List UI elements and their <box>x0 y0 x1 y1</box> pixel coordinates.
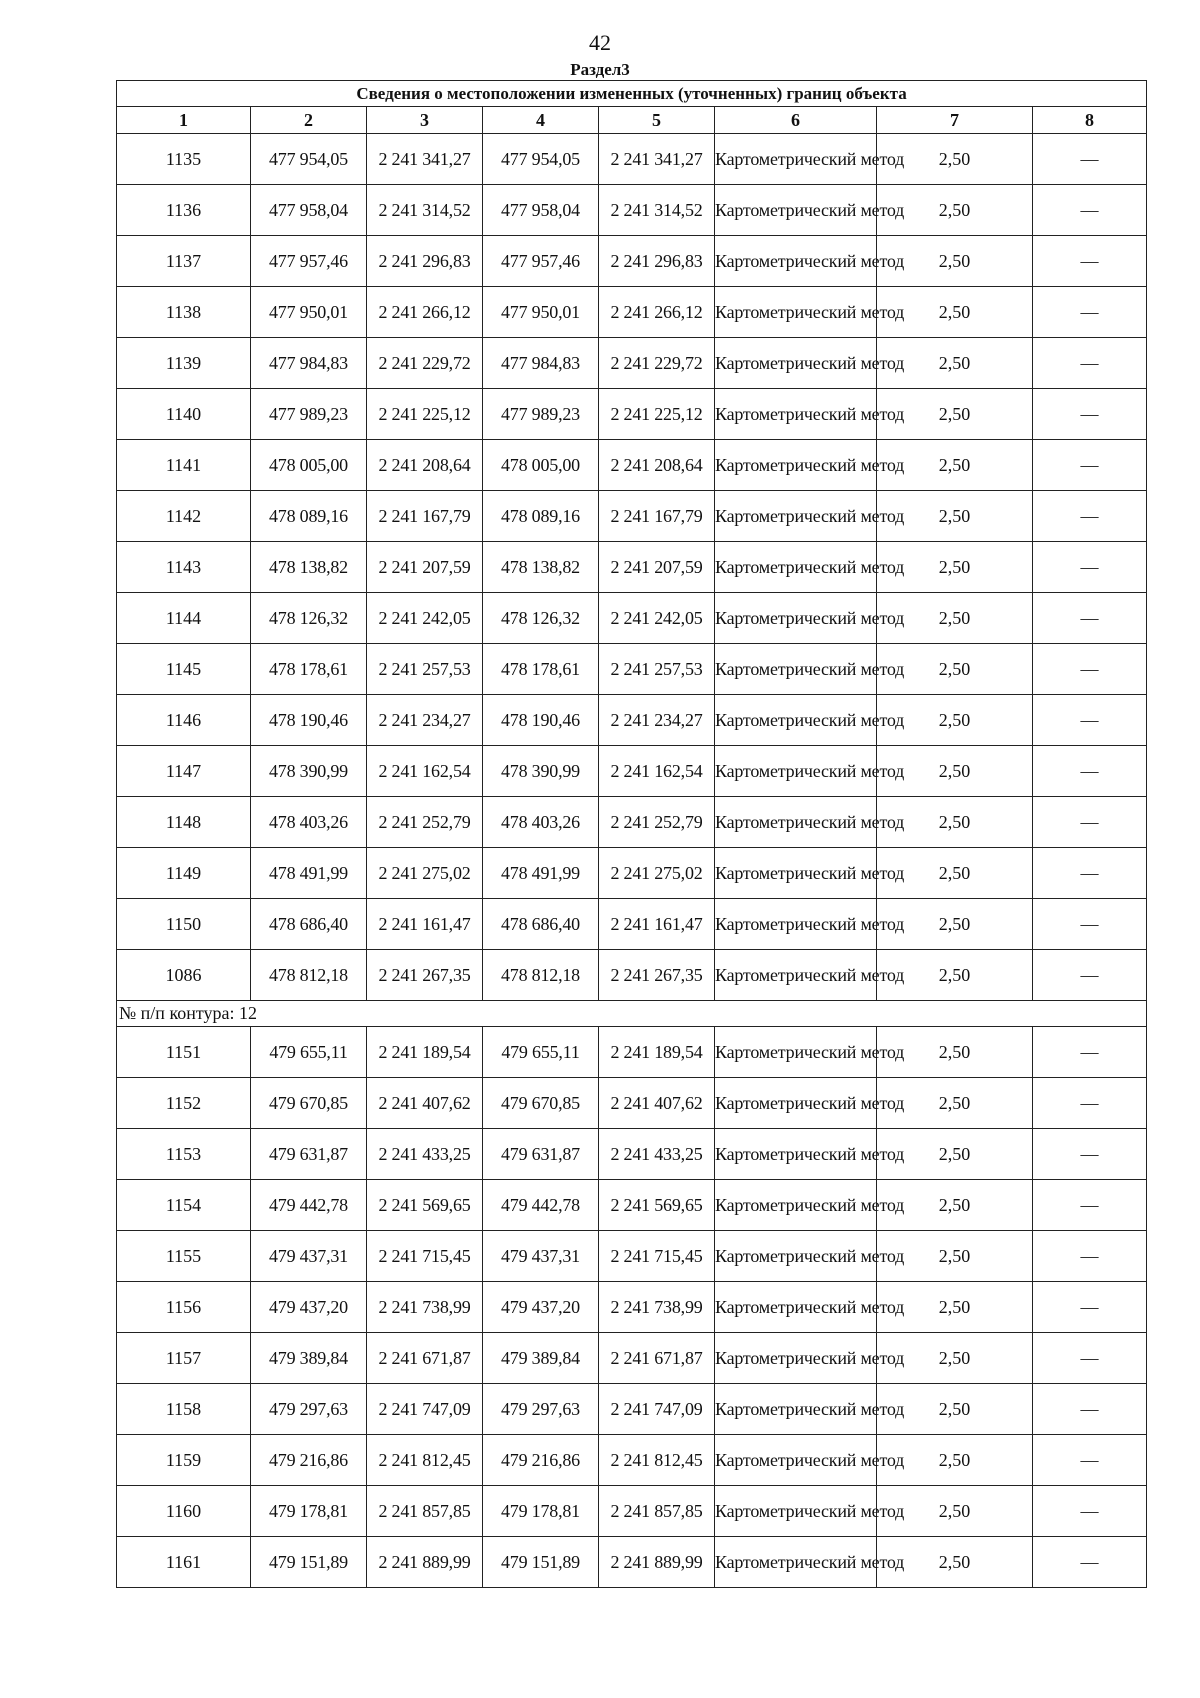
x-new-cell: 478 686,40 <box>483 899 599 950</box>
x-new-cell: 479 437,20 <box>483 1282 599 1333</box>
description-cell: — <box>1033 1231 1147 1282</box>
x-new-cell: 478 178,61 <box>483 644 599 695</box>
accuracy-cell: 2,50 <box>877 899 1033 950</box>
method-cell: Картометрический метод <box>715 1333 877 1384</box>
table-row <box>117 491 1147 542</box>
point-number-cell: 1136 <box>117 185 251 236</box>
table-row <box>117 848 1147 899</box>
point-number-cell: 1145 <box>117 644 251 695</box>
method-cell: Картометрический метод <box>715 950 877 1001</box>
description-cell: — <box>1033 491 1147 542</box>
point-number-cell: 1141 <box>117 440 251 491</box>
method-cell: Картометрический метод <box>715 134 877 185</box>
method-cell: Картометрический метод <box>715 491 877 542</box>
x-new-cell: 478 403,26 <box>483 797 599 848</box>
y-new-cell: 2 241 252,79 <box>599 797 715 848</box>
description-cell: — <box>1033 797 1147 848</box>
x-new-cell: 479 389,84 <box>483 1333 599 1384</box>
y-new-cell: 2 241 225,12 <box>599 389 715 440</box>
x-existing-cell: 478 686,40 <box>251 899 367 950</box>
x-new-cell: 478 126,32 <box>483 593 599 644</box>
y-new-cell: 2 241 189,54 <box>599 1027 715 1078</box>
x-new-cell: 479 437,31 <box>483 1231 599 1282</box>
x-existing-cell: 479 442,78 <box>251 1180 367 1231</box>
column-number-1: 1 <box>117 107 251 134</box>
y-existing-cell: 2 241 225,12 <box>367 389 483 440</box>
x-existing-cell: 478 491,99 <box>251 848 367 899</box>
method-cell: Картометрический метод <box>715 1129 877 1180</box>
page-number: 42 <box>589 30 611 55</box>
point-number-cell: 1140 <box>117 389 251 440</box>
y-existing-cell: 2 241 857,85 <box>367 1486 483 1537</box>
y-new-cell: 2 241 266,12 <box>599 287 715 338</box>
description-cell: — <box>1033 848 1147 899</box>
description-cell: — <box>1033 1180 1147 1231</box>
method-cell: Картометрический метод <box>715 1078 877 1129</box>
point-number-cell: 1157 <box>117 1333 251 1384</box>
y-new-cell: 2 241 738,99 <box>599 1282 715 1333</box>
y-existing-cell: 2 241 162,54 <box>367 746 483 797</box>
table-body <box>117 134 1147 1588</box>
point-number-cell: 1154 <box>117 1180 251 1231</box>
section-title: Раздел3 <box>570 60 630 79</box>
description-cell: — <box>1033 542 1147 593</box>
accuracy-cell: 2,50 <box>877 1129 1033 1180</box>
boundary-coordinates-table <box>116 80 1147 1588</box>
method-cell: Картометрический метод <box>715 746 877 797</box>
y-existing-cell: 2 241 407,62 <box>367 1078 483 1129</box>
x-new-cell: 479 297,63 <box>483 1384 599 1435</box>
y-new-cell: 2 241 569,65 <box>599 1180 715 1231</box>
description-cell: — <box>1033 644 1147 695</box>
x-existing-cell: 479 389,84 <box>251 1333 367 1384</box>
x-new-cell: 477 950,01 <box>483 287 599 338</box>
point-number-cell: 1143 <box>117 542 251 593</box>
x-new-cell: 479 631,87 <box>483 1129 599 1180</box>
accuracy-cell: 2,50 <box>877 797 1033 848</box>
x-existing-cell: 479 437,31 <box>251 1231 367 1282</box>
x-existing-cell: 478 126,32 <box>251 593 367 644</box>
table-row <box>117 1537 1147 1588</box>
y-new-cell: 2 241 229,72 <box>599 338 715 389</box>
y-existing-cell: 2 241 275,02 <box>367 848 483 899</box>
x-new-cell: 478 491,99 <box>483 848 599 899</box>
point-number-cell: 1147 <box>117 746 251 797</box>
description-cell: — <box>1033 746 1147 797</box>
x-existing-cell: 478 390,99 <box>251 746 367 797</box>
accuracy-cell: 2,50 <box>877 134 1033 185</box>
x-existing-cell: 478 178,61 <box>251 644 367 695</box>
x-new-cell: 479 442,78 <box>483 1180 599 1231</box>
x-existing-cell: 478 190,46 <box>251 695 367 746</box>
accuracy-cell: 2,50 <box>877 287 1033 338</box>
accuracy-cell: 2,50 <box>877 848 1033 899</box>
description-cell: — <box>1033 338 1147 389</box>
description-cell: — <box>1033 1537 1147 1588</box>
x-existing-cell: 477 989,23 <box>251 389 367 440</box>
table-row <box>117 134 1147 185</box>
y-existing-cell: 2 241 296,83 <box>367 236 483 287</box>
y-new-cell: 2 241 889,99 <box>599 1537 715 1588</box>
method-cell: Картометрический метод <box>715 542 877 593</box>
y-new-cell: 2 241 161,47 <box>599 899 715 950</box>
point-number-cell: 1155 <box>117 1231 251 1282</box>
column-number-6: 6 <box>715 107 877 134</box>
point-number-cell: 1148 <box>117 797 251 848</box>
method-cell: Картометрический метод <box>715 1384 877 1435</box>
y-new-cell: 2 241 715,45 <box>599 1231 715 1282</box>
description-cell: — <box>1033 185 1147 236</box>
table-row <box>117 1180 1147 1231</box>
x-new-cell: 477 984,83 <box>483 338 599 389</box>
x-existing-cell: 479 670,85 <box>251 1078 367 1129</box>
description-cell: — <box>1033 1027 1147 1078</box>
table-row <box>117 644 1147 695</box>
accuracy-cell: 2,50 <box>877 1384 1033 1435</box>
table-row <box>117 389 1147 440</box>
accuracy-cell: 2,50 <box>877 1282 1033 1333</box>
description-cell: — <box>1033 1282 1147 1333</box>
column-number-2: 2 <box>251 107 367 134</box>
method-cell: Картометрический метод <box>715 185 877 236</box>
column-number-8: 8 <box>1033 107 1147 134</box>
contour-separator-row <box>117 1001 1147 1027</box>
point-number-cell: 1137 <box>117 236 251 287</box>
column-number-3: 3 <box>367 107 483 134</box>
description-cell: — <box>1033 1078 1147 1129</box>
table-row <box>117 287 1147 338</box>
accuracy-cell: 2,50 <box>877 1537 1033 1588</box>
point-number-cell: 1153 <box>117 1129 251 1180</box>
accuracy-cell: 2,50 <box>877 593 1033 644</box>
y-new-cell: 2 241 407,62 <box>599 1078 715 1129</box>
column-number-4: 4 <box>483 107 599 134</box>
point-number-cell: 1151 <box>117 1027 251 1078</box>
y-new-cell: 2 241 275,02 <box>599 848 715 899</box>
accuracy-cell: 2,50 <box>877 695 1033 746</box>
y-new-cell: 2 241 208,64 <box>599 440 715 491</box>
description-cell: — <box>1033 236 1147 287</box>
y-existing-cell: 2 241 671,87 <box>367 1333 483 1384</box>
x-existing-cell: 479 655,11 <box>251 1027 367 1078</box>
x-new-cell: 477 954,05 <box>483 134 599 185</box>
table-row <box>117 1333 1147 1384</box>
method-cell: Картометрический метод <box>715 1486 877 1537</box>
table-row <box>117 593 1147 644</box>
description-cell: — <box>1033 1129 1147 1180</box>
accuracy-cell: 2,50 <box>877 491 1033 542</box>
y-new-cell: 2 241 296,83 <box>599 236 715 287</box>
description-cell: — <box>1033 389 1147 440</box>
method-cell: Картометрический метод <box>715 1231 877 1282</box>
y-new-cell: 2 241 314,52 <box>599 185 715 236</box>
point-number-cell: 1160 <box>117 1486 251 1537</box>
y-existing-cell: 2 241 569,65 <box>367 1180 483 1231</box>
y-existing-cell: 2 241 207,59 <box>367 542 483 593</box>
table-row <box>117 746 1147 797</box>
description-cell: — <box>1033 899 1147 950</box>
point-number-cell: 1158 <box>117 1384 251 1435</box>
point-number-cell: 1152 <box>117 1078 251 1129</box>
method-cell: Картометрический метод <box>715 593 877 644</box>
y-existing-cell: 2 241 812,45 <box>367 1435 483 1486</box>
method-cell: Картометрический метод <box>715 287 877 338</box>
method-cell: Картометрический метод <box>715 389 877 440</box>
point-number-cell: 1142 <box>117 491 251 542</box>
y-existing-cell: 2 241 189,54 <box>367 1027 483 1078</box>
x-new-cell: 478 005,00 <box>483 440 599 491</box>
y-new-cell: 2 241 234,27 <box>599 695 715 746</box>
accuracy-cell: 2,50 <box>877 338 1033 389</box>
y-existing-cell: 2 241 161,47 <box>367 899 483 950</box>
point-number-cell: 1150 <box>117 899 251 950</box>
x-new-cell: 477 958,04 <box>483 185 599 236</box>
method-cell: Картометрический метод <box>715 1435 877 1486</box>
x-existing-cell: 478 138,82 <box>251 542 367 593</box>
description-cell: — <box>1033 1435 1147 1486</box>
x-existing-cell: 478 089,16 <box>251 491 367 542</box>
accuracy-cell: 2,50 <box>877 644 1033 695</box>
accuracy-cell: 2,50 <box>877 185 1033 236</box>
method-cell: Картометрический метод <box>715 899 877 950</box>
x-existing-cell: 478 812,18 <box>251 950 367 1001</box>
x-existing-cell: 477 950,01 <box>251 287 367 338</box>
accuracy-cell: 2,50 <box>877 1027 1033 1078</box>
x-existing-cell: 479 216,86 <box>251 1435 367 1486</box>
description-cell: — <box>1033 950 1147 1001</box>
y-existing-cell: 2 241 167,79 <box>367 491 483 542</box>
table-row <box>117 797 1147 848</box>
y-new-cell: 2 241 242,05 <box>599 593 715 644</box>
method-cell: Картометрический метод <box>715 1282 877 1333</box>
x-new-cell: 478 812,18 <box>483 950 599 1001</box>
description-cell: — <box>1033 1486 1147 1537</box>
accuracy-cell: 2,50 <box>877 746 1033 797</box>
point-number-cell: 1149 <box>117 848 251 899</box>
point-number-cell: 1161 <box>117 1537 251 1588</box>
x-new-cell: 477 989,23 <box>483 389 599 440</box>
y-existing-cell: 2 241 738,99 <box>367 1282 483 1333</box>
y-new-cell: 2 241 341,27 <box>599 134 715 185</box>
x-new-cell: 477 957,46 <box>483 236 599 287</box>
method-cell: Картометрический метод <box>715 644 877 695</box>
point-number-cell: 1086 <box>117 950 251 1001</box>
x-new-cell: 479 216,86 <box>483 1435 599 1486</box>
table-row <box>117 1129 1147 1180</box>
y-new-cell: 2 241 267,35 <box>599 950 715 1001</box>
table-row <box>117 1078 1147 1129</box>
accuracy-cell: 2,50 <box>877 1333 1033 1384</box>
x-existing-cell: 479 151,89 <box>251 1537 367 1588</box>
y-existing-cell: 2 241 715,45 <box>367 1231 483 1282</box>
accuracy-cell: 2,50 <box>877 542 1033 593</box>
point-number-cell: 1144 <box>117 593 251 644</box>
x-new-cell: 478 190,46 <box>483 695 599 746</box>
x-new-cell: 479 670,85 <box>483 1078 599 1129</box>
accuracy-cell: 2,50 <box>877 389 1033 440</box>
method-cell: Картометрический метод <box>715 236 877 287</box>
x-existing-cell: 479 178,81 <box>251 1486 367 1537</box>
table-row <box>117 185 1147 236</box>
table-row <box>117 1282 1147 1333</box>
table-row <box>117 950 1147 1001</box>
y-existing-cell: 2 241 234,27 <box>367 695 483 746</box>
method-cell: Картометрический метод <box>715 1537 877 1588</box>
table-row <box>117 1384 1147 1435</box>
x-existing-cell: 479 297,63 <box>251 1384 367 1435</box>
description-cell: — <box>1033 695 1147 746</box>
y-new-cell: 2 241 812,45 <box>599 1435 715 1486</box>
table-row <box>117 1231 1147 1282</box>
accuracy-cell: 2,50 <box>877 1231 1033 1282</box>
method-cell: Картометрический метод <box>715 797 877 848</box>
table-row <box>117 1435 1147 1486</box>
x-new-cell: 478 089,16 <box>483 491 599 542</box>
x-existing-cell: 477 984,83 <box>251 338 367 389</box>
y-existing-cell: 2 241 267,35 <box>367 950 483 1001</box>
method-cell: Картометрический метод <box>715 440 877 491</box>
x-existing-cell: 477 958,04 <box>251 185 367 236</box>
y-new-cell: 2 241 207,59 <box>599 542 715 593</box>
y-existing-cell: 2 241 208,64 <box>367 440 483 491</box>
accuracy-cell: 2,50 <box>877 1486 1033 1537</box>
y-existing-cell: 2 241 242,05 <box>367 593 483 644</box>
point-number-cell: 1146 <box>117 695 251 746</box>
description-cell: — <box>1033 287 1147 338</box>
accuracy-cell: 2,50 <box>877 1435 1033 1486</box>
description-cell: — <box>1033 1333 1147 1384</box>
y-new-cell: 2 241 257,53 <box>599 644 715 695</box>
accuracy-cell: 2,50 <box>877 440 1033 491</box>
table-caption: Сведения о местоположении измененных (уточненных) границ объекта <box>117 81 1147 107</box>
y-existing-cell: 2 241 747,09 <box>367 1384 483 1435</box>
y-new-cell: 2 241 433,25 <box>599 1129 715 1180</box>
x-new-cell: 478 138,82 <box>483 542 599 593</box>
description-cell: — <box>1033 1384 1147 1435</box>
table-row <box>117 899 1147 950</box>
description-cell: — <box>1033 134 1147 185</box>
x-existing-cell: 479 631,87 <box>251 1129 367 1180</box>
table-row <box>117 440 1147 491</box>
point-number-cell: 1135 <box>117 134 251 185</box>
method-cell: Картометрический метод <box>715 338 877 389</box>
accuracy-cell: 2,50 <box>877 1078 1033 1129</box>
column-number-7: 7 <box>877 107 1033 134</box>
x-existing-cell: 477 954,05 <box>251 134 367 185</box>
x-new-cell: 478 390,99 <box>483 746 599 797</box>
method-cell: Картометрический метод <box>715 848 877 899</box>
y-existing-cell: 2 241 314,52 <box>367 185 483 236</box>
table-row <box>117 695 1147 746</box>
y-new-cell: 2 241 671,87 <box>599 1333 715 1384</box>
point-number-cell: 1159 <box>117 1435 251 1486</box>
y-existing-cell: 2 241 252,79 <box>367 797 483 848</box>
x-new-cell: 479 655,11 <box>483 1027 599 1078</box>
y-new-cell: 2 241 747,09 <box>599 1384 715 1435</box>
y-new-cell: 2 241 167,79 <box>599 491 715 542</box>
description-cell: — <box>1033 440 1147 491</box>
y-existing-cell: 2 241 257,53 <box>367 644 483 695</box>
x-existing-cell: 477 957,46 <box>251 236 367 287</box>
table-row <box>117 542 1147 593</box>
accuracy-cell: 2,50 <box>877 236 1033 287</box>
y-existing-cell: 2 241 266,12 <box>367 287 483 338</box>
accuracy-cell: 2,50 <box>877 1180 1033 1231</box>
x-existing-cell: 478 403,26 <box>251 797 367 848</box>
x-existing-cell: 478 005,00 <box>251 440 367 491</box>
description-cell: — <box>1033 593 1147 644</box>
point-number-cell: 1156 <box>117 1282 251 1333</box>
column-number-5: 5 <box>599 107 715 134</box>
y-existing-cell: 2 241 433,25 <box>367 1129 483 1180</box>
point-number-cell: 1138 <box>117 287 251 338</box>
method-cell: Картометрический метод <box>715 695 877 746</box>
table-row <box>117 236 1147 287</box>
x-new-cell: 479 151,89 <box>483 1537 599 1588</box>
table-row <box>117 1027 1147 1078</box>
point-number-cell: 1139 <box>117 338 251 389</box>
y-existing-cell: 2 241 341,27 <box>367 134 483 185</box>
method-cell: Картометрический метод <box>715 1027 877 1078</box>
table-row <box>117 1486 1147 1537</box>
y-existing-cell: 2 241 229,72 <box>367 338 483 389</box>
y-new-cell: 2 241 162,54 <box>599 746 715 797</box>
method-cell: Картометрический метод <box>715 1180 877 1231</box>
x-existing-cell: 479 437,20 <box>251 1282 367 1333</box>
accuracy-cell: 2,50 <box>877 950 1033 1001</box>
x-new-cell: 479 178,81 <box>483 1486 599 1537</box>
column-number-row <box>117 107 1147 134</box>
table-row <box>117 338 1147 389</box>
y-new-cell: 2 241 857,85 <box>599 1486 715 1537</box>
contour-label: № п/п контура: 12 <box>117 1001 1147 1027</box>
y-existing-cell: 2 241 889,99 <box>367 1537 483 1588</box>
